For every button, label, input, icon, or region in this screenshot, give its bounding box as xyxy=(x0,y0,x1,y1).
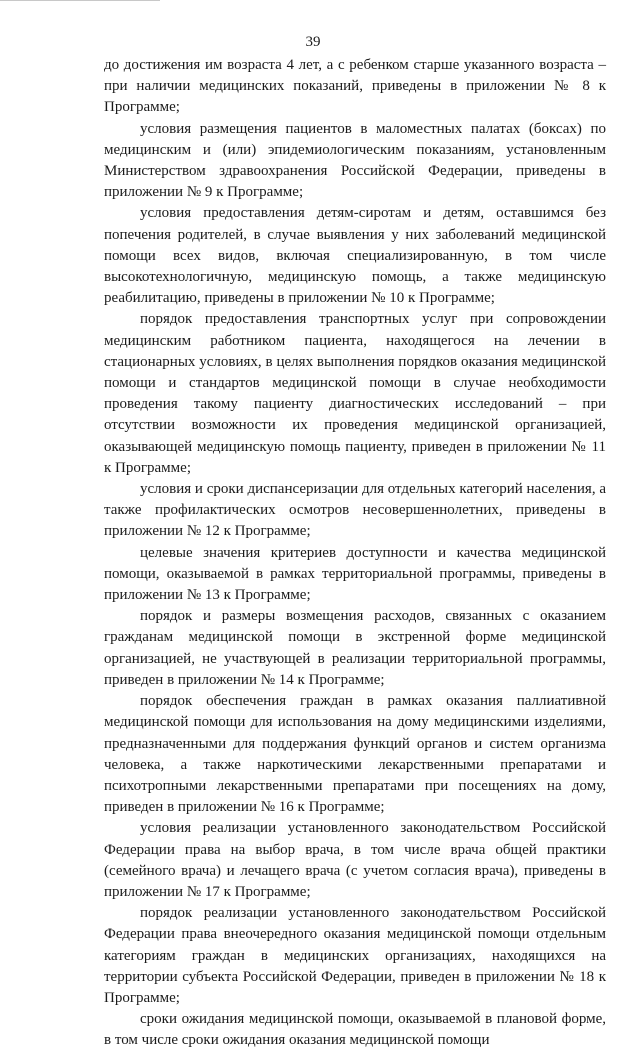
scan-edge-line xyxy=(0,0,160,1)
paragraph-4: порядок предоставления транспортных услуг при сопровождении медицинским работником пациента, находящегося на лечении в стационарных условиях, в целях выполнения порядков оказания медицинской помощи и стандартов медицинской помощи в случае необходимости проведения такому пациенту диагностических исследований – при отсутствии возможности их проведения медицинской организацией, оказывающей медицинскую помощь пациенту, приведен в приложении № 11 к Программе; xyxy=(104,311,606,476)
paragraph-8: порядок обеспечения граждан в рамках оказания паллиативной медицинской помощи для использования на дому медицинскими изделиями, предназначенными для поддержания функций органов и систем организма человека, а также наркотическими лекарственными препаратами и психотропными лекарственными препаратами при посещениях на дому, приведен в приложении № 16 к Программе; xyxy=(104,693,606,816)
paragraph-7: порядок и размеры возмещения расходов, связанных с оказанием гражданам медицинской помощи в экстренной форме медицинской организацией, не участвующей в реализации территориальной программы, приведен в приложении № 14 к Программе; xyxy=(104,608,606,688)
page-number: 39 xyxy=(305,34,321,50)
paragraph-6: целевые значения критериев доступности и качества медицинской помощи, оказываемой в рамках территориальной программы, приведены в приложении № 13 к Программе; xyxy=(104,544,606,604)
paragraph-9: условия реализации установленного законодательством Российской Федерации права на выбор врача, в том числе врача общей практики (семейного врача) и лечащего врача (с учетом согласия врача), приведены в приложении № 17 к Программе; xyxy=(104,820,606,900)
paragraph-2: условия размещения пациентов в маломестных палатах (боксах) по медицинским и (или) эпидемиологическим показаниям, установленным Министерством здравоохранения Российской Федерации, приведены в приложении № 9 к Программе; xyxy=(104,120,606,201)
paragraph-1: до достижения им возраста 4 лет, а с ребенком старше указанного возраста – при наличии медицинских показаний, приведены в приложении № 8 к Программе; xyxy=(104,57,606,116)
paragraph-3: условия предоставления детям-сиротам и детям, оставшимся без попечения родителей, в случае выявления у них заболеваний медицинской помощи всех видов, включая специализированную, в том числе высокотехнологичную, медицинскую помощь, а также медицинскую реабилитацию, приведены в приложении № 10 к Программе; xyxy=(104,205,606,307)
paragraph-11: сроки ожидания медицинской помощи, оказываемой в плановой форме, в том числе сроки ожидания оказания медицинской помощи xyxy=(104,1011,606,1049)
paragraph-10: порядок реализации установленного законодательством Российской Федерации права внеочередного оказания медицинской помощи отдельным категориям граждан в медицинских организациях, находящихся на территории субъекта Российской Федерации, приведен в приложении № 18 к Программе; xyxy=(104,905,606,1006)
paragraph-5: условия и сроки диспансеризации для отдельных категорий населения, а также профилактических осмотров несовершеннолетних, приведены в приложении № 12 к Программе; xyxy=(104,481,606,540)
document-body xyxy=(104,55,606,1052)
